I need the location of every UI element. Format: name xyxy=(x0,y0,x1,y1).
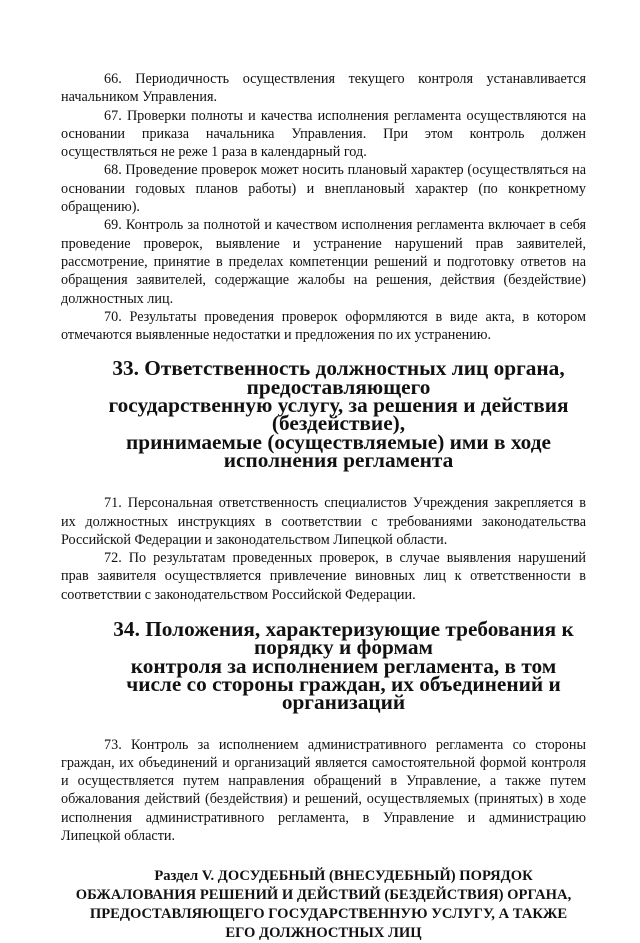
heading-line: 34. Положения, характеризующие требования к порядку и формам xyxy=(113,617,574,660)
heading-line: ОБЖАЛОВАНИЯ РЕШЕНИЙ И ДЕЙСТВИЙ (БЕЗДЕЙСТВИЯ) ОРГАНА, xyxy=(75,887,572,904)
heading-line: Раздел V. ДОСУДЕБНЫЙ (ВНЕСУДЕБНЫЙ) ПОРЯДОК xyxy=(154,868,533,885)
paragraph-73: 73. Контроль за исполнением административного регламента со стороны граждан, их объединений и организаций является самостоятельной формой контроля и осуществляется путем направления обращений в Управление, а также путем обжалования действий (бездействия) и решений, осуществляемых (принятых) в ходе исполнения административного регламента, в Управление и администрацию Липецкой области. xyxy=(61,736,586,844)
paragraph-70: 70. Результаты проведения проверок оформляются в виде акта, в котором отмечаются выявленные недостатки и предложения по их устранению. xyxy=(61,308,586,344)
paragraph-69: 69. Контроль за полнотой и качеством исполнения регламента включает в себя проведение проверок, выявление и устранение нарушений прав заявителей, рассмотрение, принятие в пределах компетенции решений и подготовку ответов на обращения заявителей, содержащие жалобы на решения, действия (бездействие) должностных лиц. xyxy=(61,217,586,307)
heading-line: государственную услугу, за решения и действия (бездействие), xyxy=(108,393,569,436)
section-5-heading xyxy=(61,867,586,943)
heading-line: числе со стороны граждан, их объединений и организаций xyxy=(126,671,561,715)
heading-line: ЕГО ДОЛЖНОСТНЫХ ЛИЦ xyxy=(225,925,422,942)
paragraph-66: 66. Периодичность осуществления текущего контроля устанавливается начальником Управления. xyxy=(61,71,586,106)
heading-line: контроля за исполнением регламента, в том xyxy=(130,653,557,678)
heading-line: исполнения регламента xyxy=(223,447,454,472)
heading-line: ПРЕДОСТАВЛЯЮЩЕГО ГОСУДАРСТВЕННУЮ УСЛУГУ, А ТАКЖЕ xyxy=(89,906,568,923)
paragraph-67: 67. Проверки полноты и качества исполнения регламента осуществляются на основании приказа начальника Управления. При этом контроль должен осуществляться не реже 1 раза в календарный год. xyxy=(61,107,586,161)
section-34-heading xyxy=(61,617,586,715)
heading-line: принимаемые (осуществляемые) ими в ходе xyxy=(126,429,551,454)
heading-line: 33. Ответственность должностных лиц органа, предоставляющего xyxy=(112,356,565,399)
paragraph-72: 72. По результатам проведенных проверок, в случае выявления нарушений прав заявителя осуществляется привлечение виновных лиц к ответственности в соответствии с законодательством Российской Федерации. xyxy=(61,550,586,603)
paragraph-71: 71. Персональная ответственность специалистов Учреждения закрепляется в их должностных инструкциях в соответствии с требованиями законодательства Российской Федерации и законодательством Липецкой области. xyxy=(61,495,586,548)
section-33-heading xyxy=(61,356,586,472)
paragraph-68: 68. Проведение проверок может носить плановый характер (осуществляться на основании годовых планов работы) и внеплановый характер (по конкретному обращению). xyxy=(61,162,586,216)
